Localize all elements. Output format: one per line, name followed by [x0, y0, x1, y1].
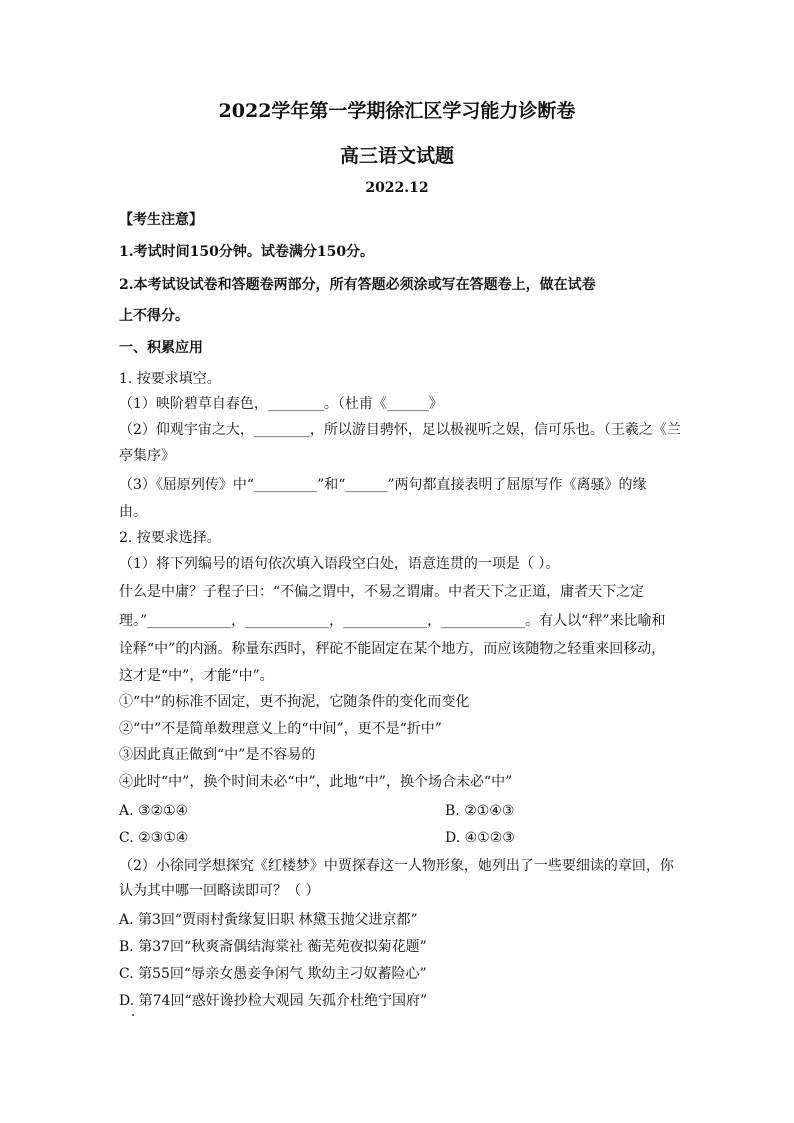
sentence-4: ④此时“中”，换个时间未必“中”，此地“中”，换个场合未必“中” [119, 774, 513, 790]
notice-item-2-line-1: 2.本考试设试卷和答题卷两部分，所有答题必须涂或写在答题卷上，做在试卷 [119, 277, 596, 293]
question-1-stem: 1. 按要求填空。 [119, 371, 221, 387]
chapter-option-a: A. 第3回“贾雨村夤缘复旧职 林黛玉抛父进京都” [119, 912, 418, 928]
question-2-part-1-stem: （1）将下列编号的语句依次填入语段空白处，语意连贯的一项是（ ）。 [119, 556, 560, 572]
section-heading: 一、积累应用 [119, 340, 203, 356]
question-2-part-2-line-1: （2）小徐同学想探究《红楼梦》中贾探春这一人物形象，她列出了一些要细读的章回，你 [119, 858, 674, 874]
option-d: D. ④①②③ [445, 830, 515, 846]
passage-line-4: 这才是“中”，才能“中”。 [119, 668, 274, 684]
option-c: C. ②③①④ [119, 830, 189, 846]
notice-heading: 【考生注意】 [119, 212, 203, 228]
chapter-option-d: D. 第74回“惑奸谗抄检大观园 矢孤介杜绝宁国府” [119, 993, 428, 1009]
question-1-part-2-line-1: （2）仰观宇宙之大，________，所以游目骋怀，足以极视听之娱，信可乐也。（王羲之《兰 [119, 422, 681, 438]
question-1-part-3-line-2: 由。 [119, 504, 147, 520]
option-b: B. ②①④③ [445, 803, 515, 819]
exam-title: 2022学年第一学期徐汇区学习能力诊断卷 [218, 100, 576, 122]
sentence-1: ①“中”的标准不固定，更不拘泥，它随条件的变化而变化 [119, 694, 470, 710]
chapter-option-c: C. 第55回“辱亲女愚妾争闲气 欺幼主刁奴蓄险心” [119, 966, 427, 982]
sentence-3: ③因此真正做到“中”是不容易的 [119, 747, 316, 763]
question-1-part-1: （1）映阶碧草自春色，________。（杜甫《______》 [119, 396, 443, 412]
question-2-part-2-line-2: 认为其中哪一回略读即可？（ ） [119, 883, 320, 899]
exam-subtitle: 高三语文试题 [339, 145, 454, 167]
notice-item-2-line-2: 上不得分。 [119, 308, 189, 324]
passage-line-3: 诠释“中”的内涵。称量东西时，秤砣不能固定在某个地方，而应该随物之轻重来回移动， [119, 641, 666, 657]
passage-line-2: 理。”____________，____________，____________，____________。有人以“秤”来比喻和 [119, 613, 666, 629]
exam-date: 2022.12 [365, 180, 429, 196]
option-a: A. ③②①④ [119, 803, 189, 819]
stray-dot [132, 1014, 134, 1016]
chapter-option-b: B. 第37回“秋爽斋偶结海棠社 蘅芜苑夜拟菊花题” [119, 939, 427, 955]
question-2-stem: 2. 按要求选择。 [119, 530, 221, 546]
passage-line-1: 什么是中庸？子程子曰：“不偏之谓中，不易之谓庸。中者天下之正道，庸者天下之定 [119, 584, 645, 600]
notice-item-1: 1.考试时间150分钟。试卷满分150分。 [119, 244, 375, 260]
question-1-part-2-line-2: 亭集序》 [119, 448, 175, 464]
question-1-part-3-line-1: （3）《屈原列传》中“_________”和“______”两句都直接表明了屈原写作《离骚》的缘 [119, 477, 647, 493]
sentence-2: ②“中”不是简单数理意义上的“中间”，更不是“折中” [119, 721, 442, 737]
